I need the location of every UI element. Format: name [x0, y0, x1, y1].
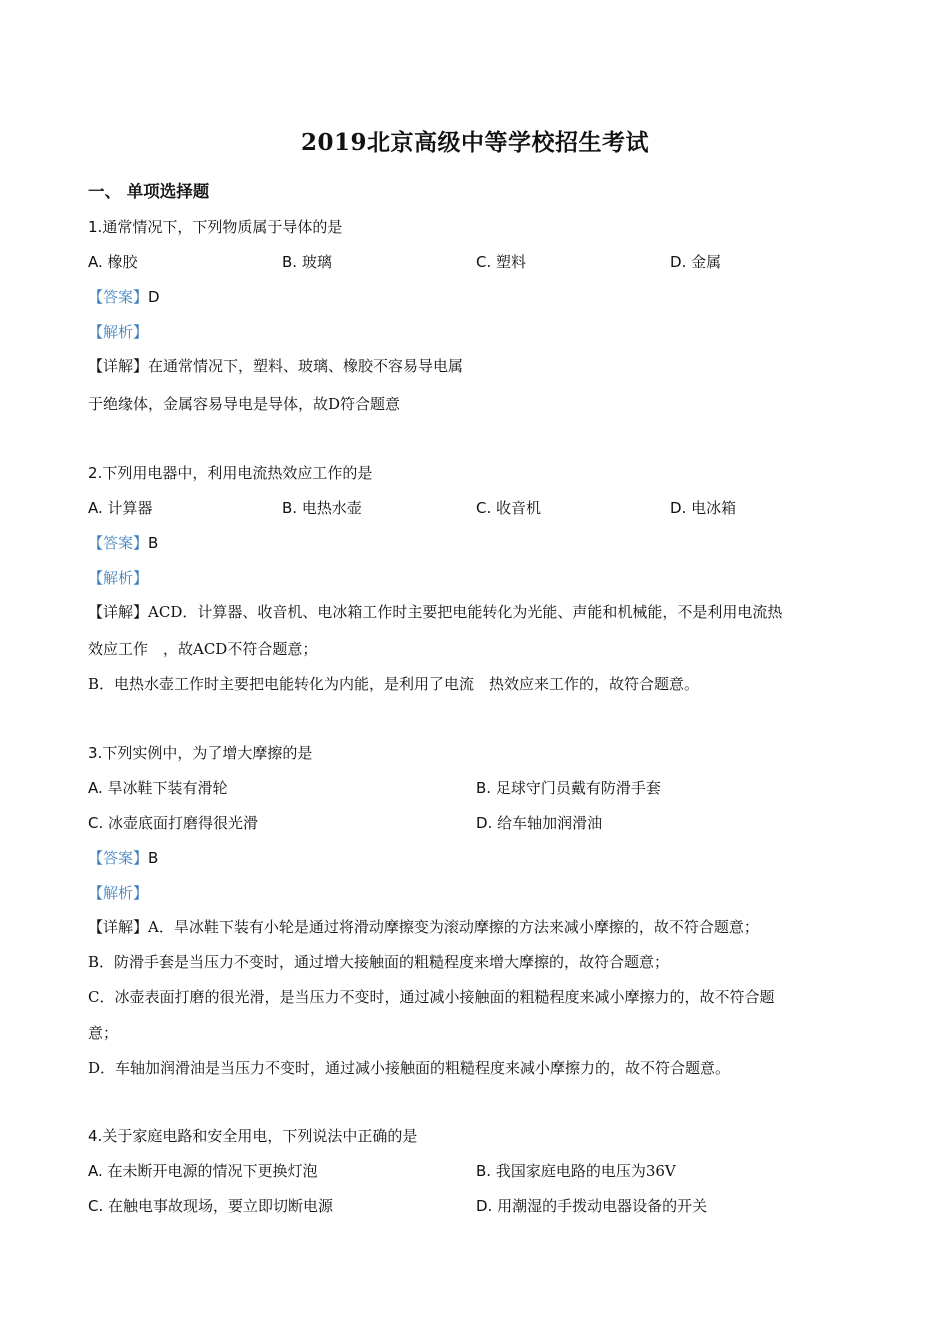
- section-heading: 一、 单项选择题: [88, 182, 210, 201]
- question-3-detail-line-1: 【详解】A．旱冰鞋下装有小轮是通过将滑动摩擦变为滚动摩擦的方法来减小摩擦的，故不符合题意；: [88, 918, 759, 936]
- document-title: 2019北京高级中等学校招生考试: [300, 129, 649, 156]
- question-3-detail-line-2: B．防滑手套是当压力不变时，通过增大接触面的粗糙程度来增大摩擦的，故符合题意；: [88, 953, 670, 971]
- question-3-option-a: A. 旱冰鞋下装有滑轮: [88, 779, 228, 797]
- question-3-stem: 3.下列实例中，为了增大摩擦的是: [88, 744, 313, 762]
- question-2-detail-line-3: B．电热水壶工作时主要把电能转化为内能，是利用了电流 热效应来工作的，故符合题意。: [88, 675, 700, 693]
- question-4-option-d: D. 用潮湿的手拨动电器设备的开关: [476, 1197, 708, 1215]
- question-3-answer: 【答案】B: [88, 849, 159, 867]
- question-3-detail-line-4: 意；: [88, 1024, 119, 1042]
- question-2-option-b: B. 电热水壶: [282, 499, 362, 517]
- question-2-answer: 【答案】B: [88, 534, 159, 552]
- question-3-option-c: C. 冰壶底面打磨得很光滑: [88, 814, 259, 832]
- question-4-stem: 4.关于家庭电路和安全用电，下列说法中正确的是: [88, 1127, 418, 1145]
- question-2-detail-line-2: 效应工作 ，故ACD不符合题意；: [88, 640, 318, 658]
- question-3-analysis-label: 【解析】: [88, 884, 149, 902]
- question-1-option-b: B. 玻璃: [282, 253, 332, 271]
- question-1-option-c: C. 塑料: [476, 253, 527, 271]
- question-2-option-d: D. 电冰箱: [670, 499, 737, 517]
- question-1-option-d: D. 金属: [670, 253, 722, 271]
- question-2-detail-line-1: 【详解】ACD．计算器、收音机、电冰箱工作时主要把电能转化为光能、声能和机械能，不是利用电流热: [88, 603, 783, 621]
- question-1-detail-line-2: 于绝缘体，金属容易导电是导体，故D符合题意: [88, 395, 401, 413]
- question-4-option-b: B. 我国家庭电路的电压为36V: [476, 1162, 676, 1180]
- question-1-option-a: A. 橡胶: [88, 253, 138, 271]
- question-4-option-c: C. 在触电事故现场，要立即切断电源: [88, 1197, 334, 1215]
- question-3-option-d: D. 给车轴加润滑油: [476, 814, 603, 832]
- question-3-detail-line-5: D．车轴加润滑油是当压力不变时，通过减小接触面的粗糙程度来减小摩擦力的，故不符合题意。: [88, 1059, 731, 1077]
- question-3-option-b: B. 足球守门员戴有防滑手套: [476, 779, 661, 797]
- question-1-detail-line-1: 【详解】在通常情况下，塑料、玻璃、橡胶不容易导电属: [88, 357, 464, 375]
- question-3-detail-line-3: C．冰壶表面打磨的很光滑，是当压力不变时，通过减小接触面的粗糙程度来减小摩擦力的，故不符合题: [88, 988, 775, 1006]
- question-1-answer: 【答案】D: [88, 288, 160, 306]
- question-2-analysis-label: 【解析】: [88, 569, 149, 587]
- question-4-option-a: A. 在未断开电源的情况下更换灯泡: [88, 1162, 318, 1180]
- question-1-analysis-label: 【解析】: [88, 323, 149, 341]
- question-1-stem: 1.通常情况下，下列物质属于导体的是: [88, 218, 343, 236]
- question-2-option-c: C. 收音机: [476, 499, 542, 517]
- question-2-option-a: A. 计算器: [88, 499, 153, 517]
- question-2-stem: 2.下列用电器中，利用电流热效应工作的是: [88, 464, 373, 482]
